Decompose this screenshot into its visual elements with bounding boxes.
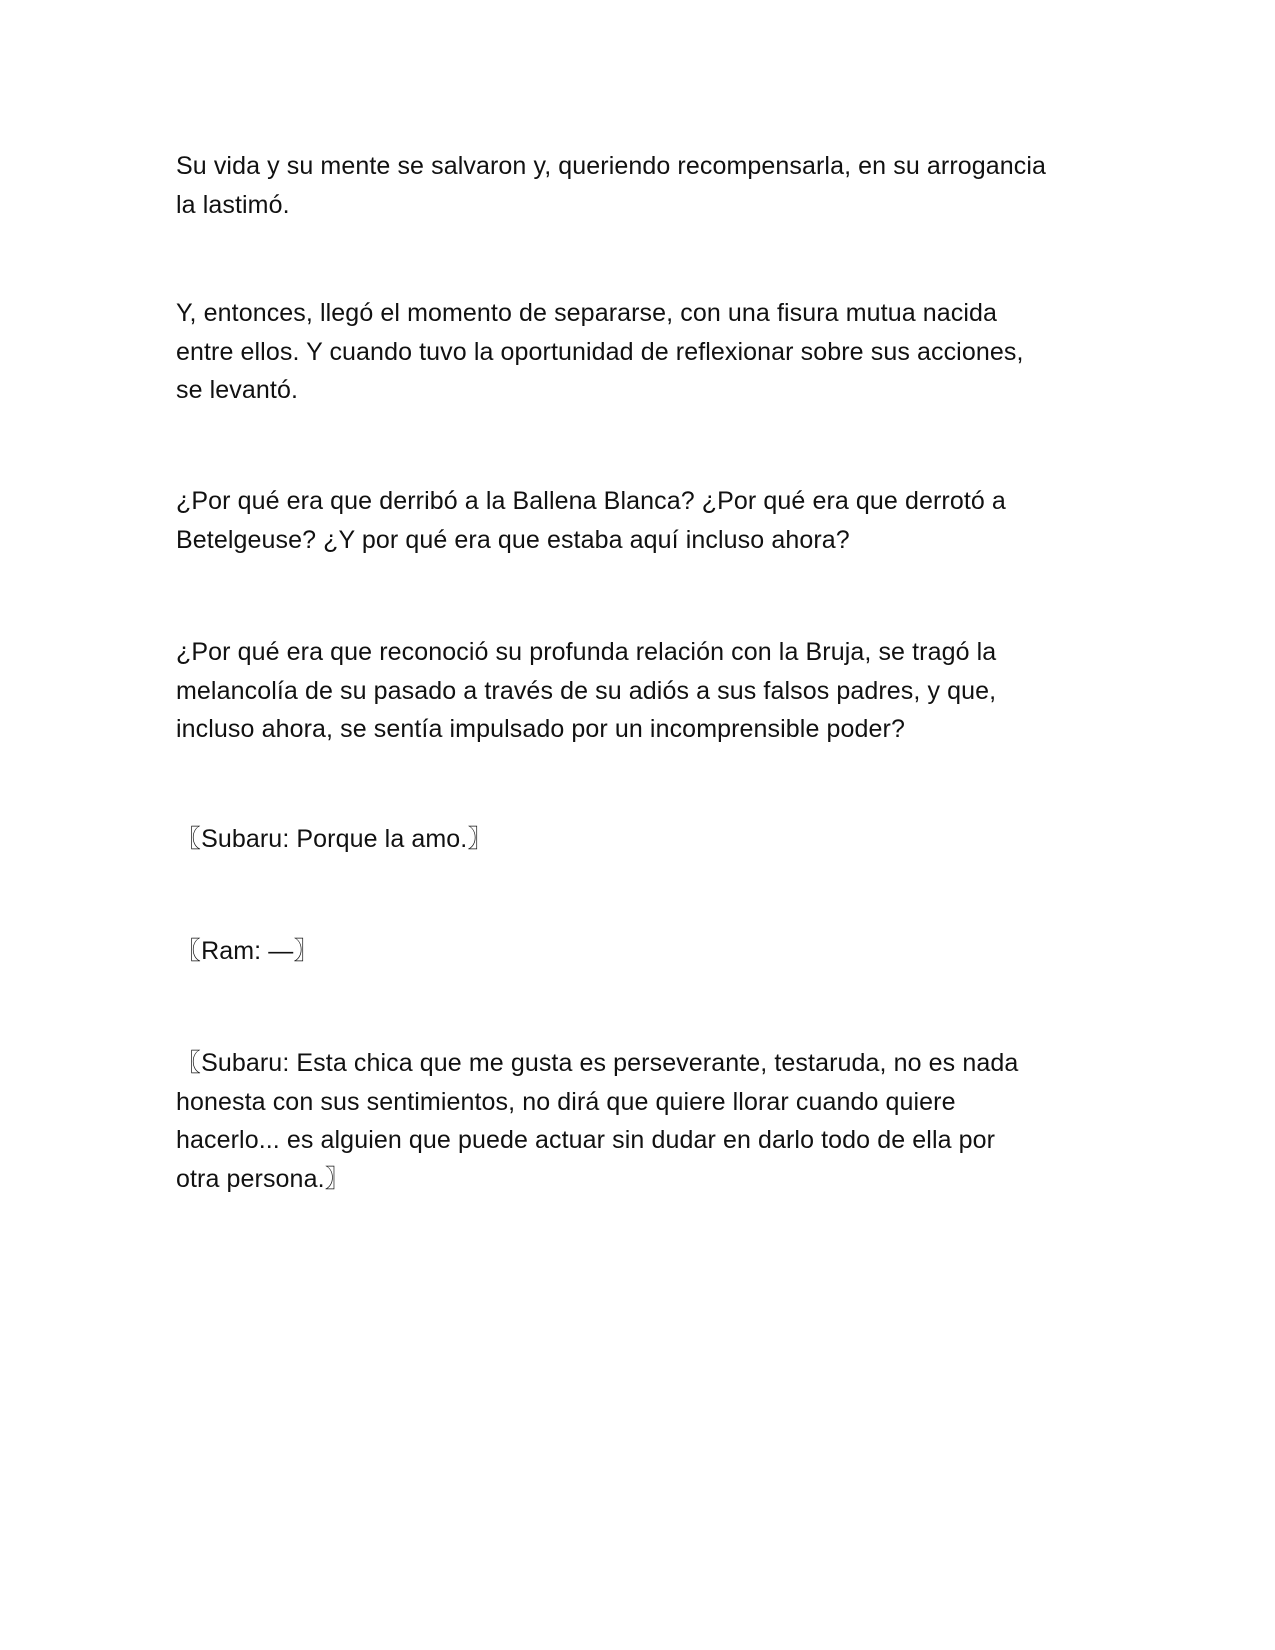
dialogue-ram: 〖Ram: —〗	[176, 937, 319, 965]
paragraph-questions-1: ¿Por qué era que derribó a la Ballena Blanca? ¿Por qué era que derrotó a Betelgeuse? ¿Y por qué era que estaba aquí incluso ahora?	[176, 487, 1006, 554]
paragraph-questions-2: ¿Por qué era que reconoció su profunda relación con la Bruja, se tragó la melancolía de su pasado a través de su adiós a sus falsos padres, y que, incluso ahora, se sentía impulsado por un incomprensible poder?	[176, 638, 997, 743]
paragraph-narration-2: Y, entonces, llegó el momento de separarse, con una fisura mutua nacida entre ellos. Y cuando tuvo la oportunidad de reflexionar sobre sus acciones, se levantó.	[176, 299, 1024, 404]
dialogue-subaru-2: 〖Subaru: Esta chica que me gusta es perseverante, testaruda, no es nada honesta con sus sentimientos, no dirá que quiere llorar cuando quiere hacerlo... es alguien que puede actuar sin dudar en darlo todo de ella por otra persona.〗	[176, 1049, 1019, 1193]
paragraph-narration-1: Su vida y su mente se salvaron y, queriendo recompensarla, en su arrogancia la lastimó.	[176, 152, 1047, 219]
dialogue-subaru-1: 〖Subaru: Porque la amo.〗	[176, 825, 493, 853]
